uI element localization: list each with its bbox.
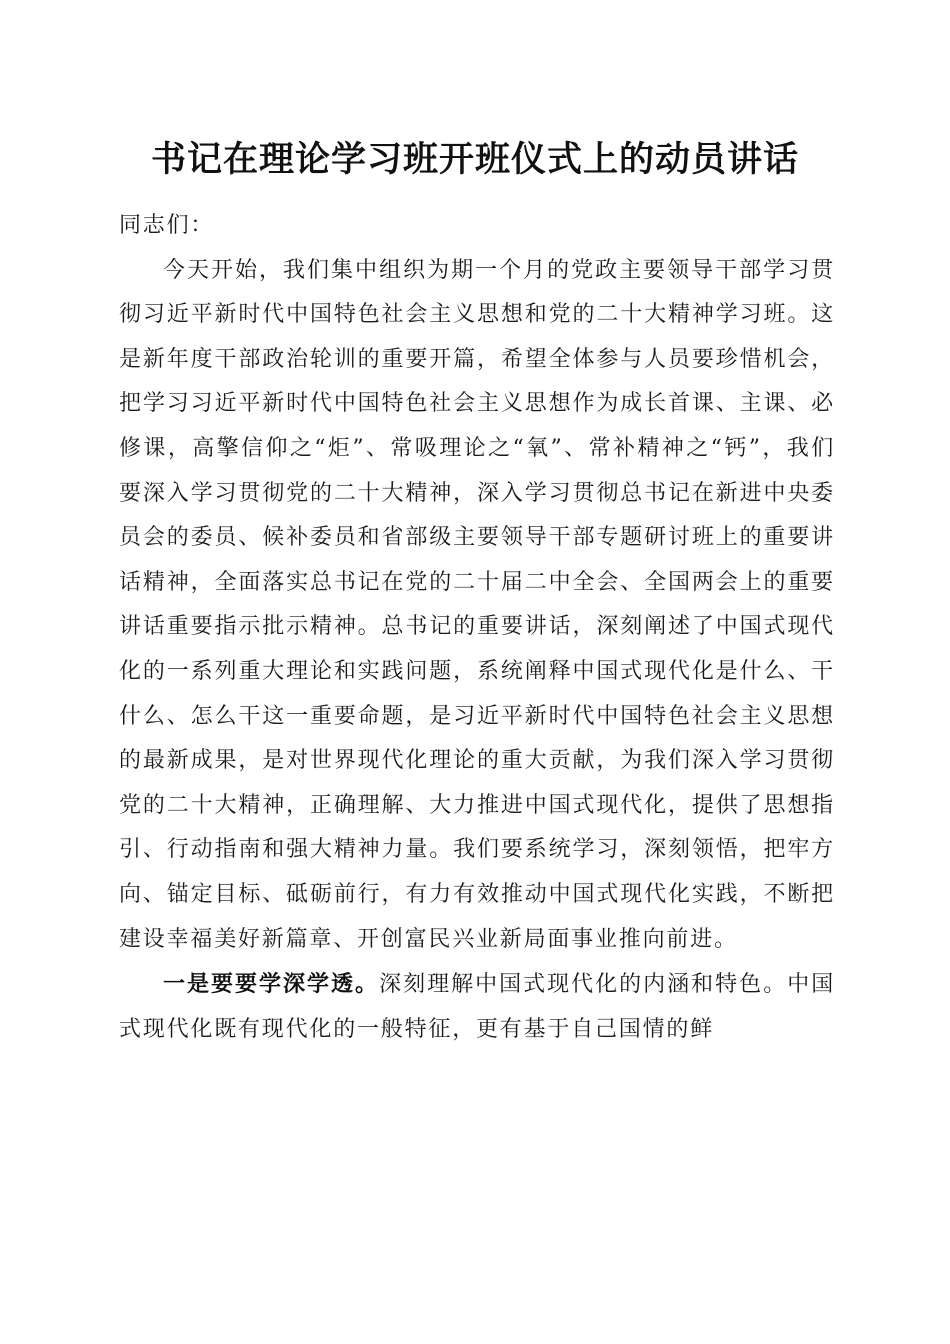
paragraph-intro: 今天开始，我们集中组织为期一个月的党政主要领导干部学习贯彻习近平新时代中国特色社会主义思想和党的二十大精神学习班。这是新年度干部政治轮训的重要开篇，希望全体参与人员要珍惜机会，把学习习近平新时代中国特色社会主义思想作为成长首课、主课、必修课，高擎信仰之“炬”、常吸理论之“氧”、常补精神之“钙”，我们要深入学习贯彻党的二十大精神，深入学习贯彻总书记在新进中央委员会的委员、候补委员和省部级主要领导干部专题研讨班上的重要讲话精神，全面落实总书记在党的二十届二中全会、全国两会上的重要讲话重要指示批示精神。总书记的重要讲话，深刻阐述了中国式现代化的一系列重大理论和实践问题，系统阐释中国式现代化是什么、干什么、怎么干这一重要命题，是习近平新时代中国特色社会主义思想的最新成果，是对世界现代化理论的重大贡献，为我们深入学习贯彻党的二十大精神，正确理解、大力推进中国式现代化，提供了思想指引、行动指南和强大精神力量。我们要系统学习，深刻领悟，把牢方向、锚定目标、砥砺前行，有力有效推动中国式现代化实践，不断把建设幸福美好新篇章、开创富民兴业新局面事业推向前进。 (119, 257, 835, 952)
salutation: 同志们： (119, 213, 215, 238)
point-one-heading: 一是要要学深学透。 (163, 971, 380, 998)
document-title: 书记在理论学习班开班仪式上的动员讲话 (150, 139, 799, 180)
point-one-text: 深刻理解中国式现代化的内涵和特色。中国式现代化既有现代化的一般特征，更有基于自己国情的鲜 (119, 972, 836, 1042)
paragraph-point-one (119, 962, 835, 1052)
document-body (119, 204, 835, 1052)
